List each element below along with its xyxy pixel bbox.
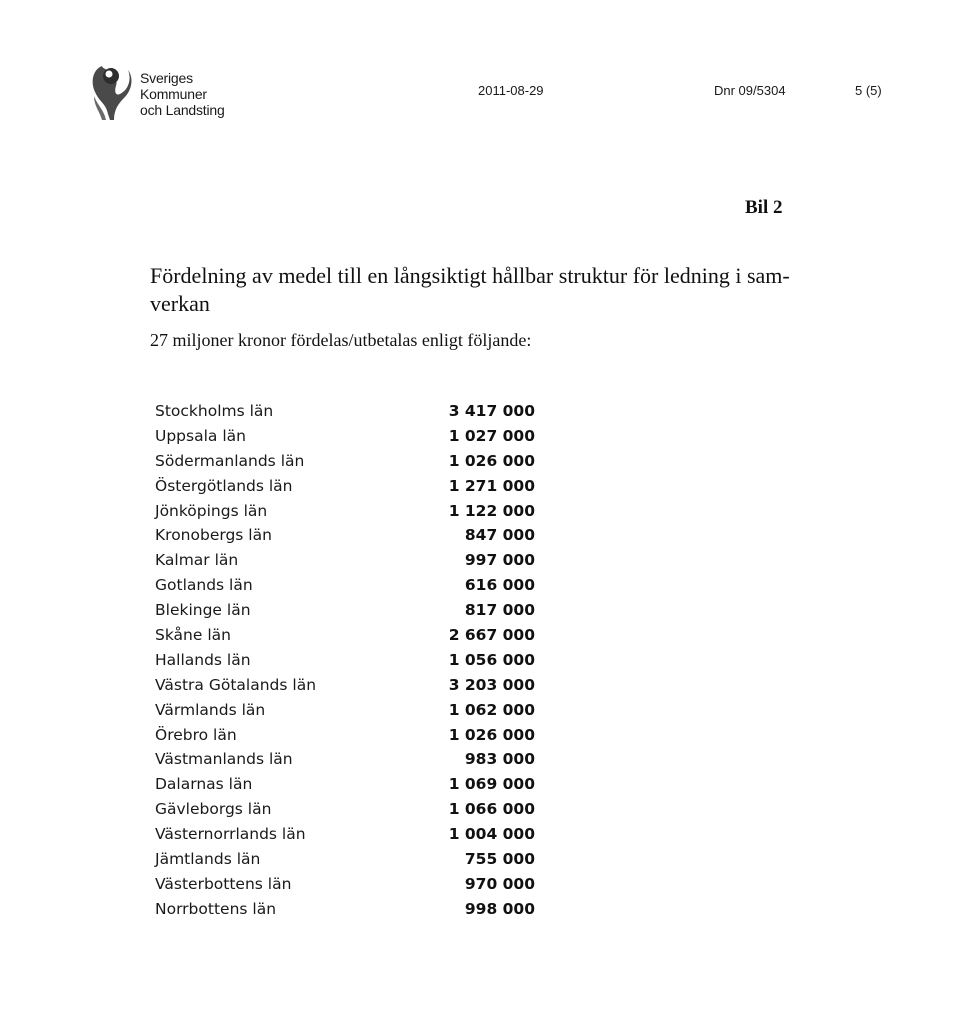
county-name: Östergötlands län bbox=[155, 476, 293, 495]
table-row bbox=[155, 797, 545, 822]
table-row bbox=[155, 772, 545, 797]
table-row bbox=[155, 449, 545, 474]
table-row bbox=[155, 723, 545, 748]
allocation-amount: 3 417 000 bbox=[448, 402, 535, 420]
allocation-amount: 1 056 000 bbox=[448, 650, 535, 669]
county-name: Örebro län bbox=[155, 725, 237, 744]
county-name: Jämtlands län bbox=[155, 850, 261, 869]
org-line-3: och Landsting bbox=[140, 102, 225, 118]
county-name: Gotlands län bbox=[155, 576, 253, 595]
allocation-amount: 1 062 000 bbox=[448, 700, 535, 719]
county-name: Värmlands län bbox=[155, 700, 266, 719]
table-row bbox=[155, 698, 545, 723]
allocation-amount: 2 667 000 bbox=[448, 626, 535, 645]
table-row bbox=[155, 648, 545, 673]
table-row bbox=[155, 623, 545, 648]
document-subtitle: 27 miljoner kronor fördelas/utbetalas enligt följande: bbox=[150, 330, 532, 350]
county-name: Västmanlands län bbox=[155, 750, 293, 769]
allocation-amount: 1 026 000 bbox=[448, 725, 535, 744]
attachment-label: Bil 2 bbox=[745, 197, 783, 218]
allocation-amount: 998 000 bbox=[464, 899, 535, 918]
allocation-amount: 997 000 bbox=[464, 551, 535, 570]
allocation-amount: 616 000 bbox=[464, 576, 535, 595]
allocation-amount: 1 122 000 bbox=[448, 501, 535, 520]
skl-logo-icon bbox=[88, 62, 136, 122]
county-name: Västra Götalands län bbox=[155, 675, 317, 694]
document-title bbox=[150, 262, 850, 318]
county-name: Skåne län bbox=[155, 626, 231, 645]
table-row bbox=[155, 747, 545, 772]
allocation-amount: 970 000 bbox=[464, 874, 535, 893]
allocation-amount: 847 000 bbox=[464, 526, 535, 545]
table-row bbox=[155, 872, 545, 897]
county-name: Västerbottens län bbox=[155, 874, 292, 893]
table-row bbox=[155, 822, 545, 847]
table-row bbox=[155, 523, 545, 548]
org-line-2: Kommuner bbox=[140, 86, 207, 102]
table-row bbox=[155, 598, 545, 623]
allocation-amount: 1 271 000 bbox=[448, 476, 535, 495]
allocation-amount: 1 027 000 bbox=[448, 426, 535, 445]
allocation-amount: 1 069 000 bbox=[448, 775, 535, 794]
allocation-amount: 755 000 bbox=[464, 850, 535, 869]
allocation-table bbox=[155, 399, 545, 922]
county-name: Blekinge län bbox=[155, 601, 251, 620]
allocation-amount: 1 026 000 bbox=[448, 451, 535, 470]
document-reference-number: Dnr 09/5304 bbox=[714, 83, 786, 98]
document-date: 2011-08-29 bbox=[478, 83, 544, 98]
table-row bbox=[155, 847, 545, 872]
table-row bbox=[155, 424, 545, 449]
allocation-amount: 1 066 000 bbox=[448, 800, 535, 819]
table-row bbox=[155, 548, 545, 573]
table-row bbox=[155, 573, 545, 598]
county-name: Kalmar län bbox=[155, 551, 239, 570]
table-row bbox=[155, 499, 545, 524]
table-row bbox=[155, 673, 545, 698]
table-row bbox=[155, 399, 545, 424]
county-name: Norrbottens län bbox=[155, 899, 277, 918]
page-number: 5 (5) bbox=[855, 83, 882, 98]
county-name: Kronobergs län bbox=[155, 526, 272, 545]
table-row bbox=[155, 474, 545, 499]
county-name: Södermanlands län bbox=[155, 451, 305, 470]
county-name: Jönköpings län bbox=[155, 501, 268, 520]
title-line-2: verkan bbox=[150, 291, 210, 316]
allocation-amount: 983 000 bbox=[464, 750, 535, 769]
county-name: Västernorrlands län bbox=[155, 825, 306, 844]
county-name: Uppsala län bbox=[155, 426, 246, 445]
allocation-amount: 3 203 000 bbox=[448, 675, 535, 694]
county-name: Gävleborgs län bbox=[155, 800, 272, 819]
org-line-1: Sveriges bbox=[140, 70, 193, 86]
allocation-amount: 1 004 000 bbox=[448, 825, 535, 844]
title-line-1: Fördelning av medel till en långsiktigt hållbar struktur för ledning i sam- bbox=[150, 263, 790, 288]
organization-name bbox=[140, 70, 225, 118]
table-row bbox=[155, 897, 545, 922]
county-name: Hallands län bbox=[155, 650, 251, 669]
county-name: Stockholms län bbox=[155, 402, 274, 420]
county-name: Dalarnas län bbox=[155, 775, 253, 794]
allocation-amount: 817 000 bbox=[464, 601, 535, 620]
